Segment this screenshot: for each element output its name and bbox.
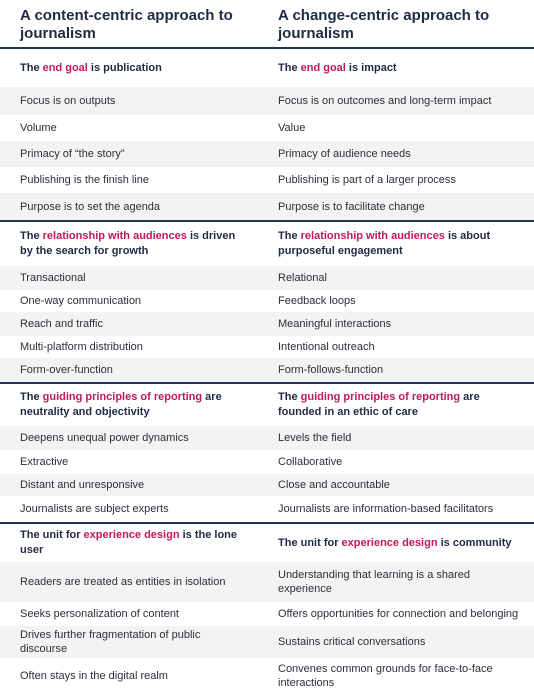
- heading-text: is community: [437, 536, 512, 549]
- table-row: [0, 141, 534, 167]
- table-row: [0, 266, 534, 290]
- heading-text: is impact: [345, 61, 397, 74]
- change-centric-cell: Intentional outreach: [278, 341, 375, 353]
- right-column-title: A change-centric approach to journalism: [278, 7, 490, 42]
- section-heading-row: [0, 49, 534, 87]
- change-centric-cell: Primacy of audience needs: [278, 148, 411, 160]
- table-row: [0, 312, 534, 336]
- table-row: [0, 626, 534, 658]
- heading-text: The: [20, 230, 43, 242]
- content-centric-cell: Multi-platform distribution: [20, 341, 143, 353]
- table-row: [0, 358, 534, 382]
- change-centric-cell: Levels the field: [278, 432, 352, 444]
- content-centric-cell: One-way communication: [20, 295, 142, 307]
- sections-container: [0, 47, 534, 694]
- section-heading-right: [258, 49, 534, 87]
- section-heading-right: [258, 384, 534, 426]
- section-heading-right: [258, 222, 534, 266]
- content-centric-cell: Distant and unresponsive: [20, 479, 145, 491]
- heading-highlight: end goal: [300, 61, 346, 74]
- section-heading-left: [0, 49, 258, 87]
- heading-text: The: [278, 230, 301, 242]
- change-centric-cell: Purpose is to facilitate change: [278, 200, 425, 213]
- change-centric-cell: Relational: [278, 272, 327, 284]
- section-heading-row: [0, 384, 534, 426]
- table-header: [0, 0, 534, 47]
- content-centric-cell: Publishing is the finish line: [20, 174, 150, 186]
- heading-highlight: guiding principles of reporting: [300, 391, 461, 403]
- heading-text: The unit for: [278, 536, 342, 549]
- table-row: [0, 562, 534, 602]
- heading-text: is the lone user: [20, 529, 238, 556]
- section-heading-row: [0, 222, 534, 266]
- content-centric-cell: Volume: [20, 122, 57, 134]
- table-row: [0, 87, 534, 115]
- heading-text: The unit for: [20, 529, 84, 541]
- heading-text: is about purposeful engagement: [278, 230, 491, 257]
- change-centric-cell: Publishing is part of a larger process: [278, 174, 456, 186]
- table-row: [0, 115, 534, 141]
- table-row: [0, 602, 534, 626]
- content-centric-cell: Often stays in the digital realm: [20, 670, 168, 682]
- heading-highlight: end goal: [42, 61, 88, 74]
- heading-text: are neutrality and objectivity: [20, 391, 222, 418]
- table-row: [0, 474, 534, 496]
- change-centric-cell: Offers opportunities for connection and belonging: [278, 608, 519, 620]
- content-centric-cell: Readers are treated as entities in isolation: [20, 576, 226, 588]
- table-row: [0, 496, 534, 522]
- content-centric-cell: Reach and traffic: [20, 318, 103, 330]
- heading-text: is driven by the search for growth: [20, 230, 236, 257]
- section-heading-left: [0, 384, 258, 426]
- table-row: [0, 290, 534, 312]
- content-centric-cell: Deepens unequal power dynamics: [20, 432, 189, 444]
- change-centric-cell: Sustains critical conversations: [278, 636, 426, 648]
- table-row: [0, 426, 534, 450]
- heading-highlight: guiding principles of reporting: [42, 391, 203, 403]
- change-centric-cell: Focus is on outcomes and long-term impact: [278, 95, 492, 107]
- table-row: [0, 167, 534, 193]
- change-centric-cell: Close and accountable: [278, 479, 390, 491]
- table-row: [0, 193, 534, 220]
- change-centric-cell: Meaningful interactions: [278, 318, 392, 330]
- section-heading-left: [0, 524, 258, 562]
- heading-text: The: [20, 391, 43, 403]
- heading-text: is publication: [87, 61, 162, 74]
- heading-text: The: [20, 61, 43, 74]
- heading-text: are founded in an ethic of care: [278, 391, 480, 418]
- heading-highlight: relationship with audiences: [42, 230, 187, 242]
- change-centric-cell: Value: [278, 122, 306, 134]
- heading-highlight: experience design: [83, 529, 180, 541]
- change-centric-cell: Form-follows-function: [278, 364, 384, 376]
- content-centric-cell: Journalists are subject experts: [20, 503, 169, 515]
- table-row: [0, 336, 534, 358]
- left-column-title: A content-centric approach to journalism: [20, 7, 233, 42]
- content-centric-cell: Extractive: [20, 456, 69, 468]
- change-centric-cell: Journalists are information-based facilitators: [278, 503, 494, 515]
- content-centric-cell: Focus is on outputs: [20, 95, 116, 107]
- heading-highlight: relationship with audiences: [300, 230, 445, 242]
- change-centric-cell: Collaborative: [278, 456, 343, 468]
- change-centric-cell: Feedback loops: [278, 295, 356, 307]
- table-row: [0, 450, 534, 474]
- heading-highlight: experience design: [341, 536, 438, 549]
- heading-text: The: [278, 61, 301, 74]
- section-heading-right: [258, 524, 534, 562]
- content-centric-cell: Primacy of “the story”: [20, 148, 125, 160]
- content-centric-cell: Purpose is to set the agenda: [20, 200, 161, 213]
- content-centric-cell: Seeks personalization of content: [20, 608, 179, 620]
- content-centric-cell: Drives further fragmentation of public discourse: [20, 629, 201, 655]
- change-centric-cell: Convenes common grounds for face-to-face interactions: [278, 663, 493, 689]
- section-heading-row: [0, 524, 534, 562]
- content-centric-cell: Transactional: [20, 272, 86, 284]
- change-centric-cell: Understanding that learning is a shared experience: [278, 569, 471, 595]
- section-heading-left: [0, 222, 258, 266]
- heading-text: The: [278, 391, 301, 403]
- content-centric-cell: Form-over-function: [20, 364, 113, 376]
